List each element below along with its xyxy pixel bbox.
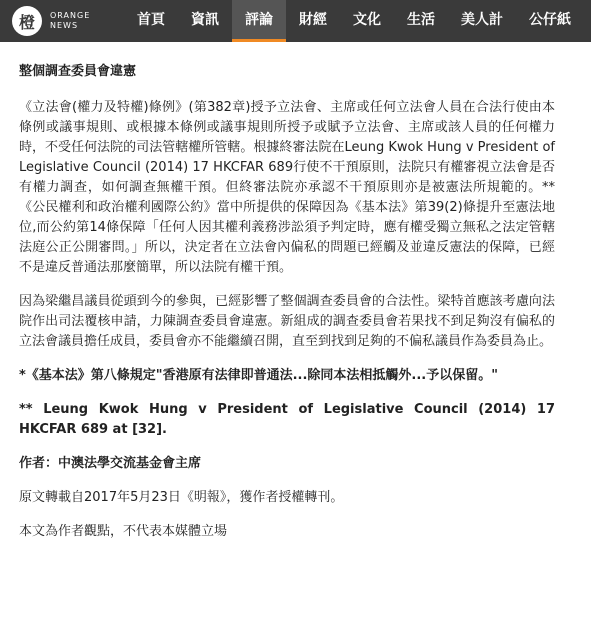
nav-item-finance[interactable]: 財經 [299,12,327,28]
logo-line-1: ORANGE [50,11,91,20]
nav-item-figures[interactable]: 公仔紙 [529,12,571,28]
top-navigation-bar [0,0,591,42]
article-paragraph-1: 《立法會(權力及特權)條例》(第382章)授予立法會、主席或任何立法會人員在合法行使由本條例或議事規則、或根據本條例或議事規則所授予或賦予立法會、主席或該人員的任何權力時，不受任何法院的司法管轄權所管轄。根據終審法院在Leung Kwok Hung v President of Legislative Council (2014) 17 HKCFAR 689行使不干預原則，法院只有權審視立法會是否有權力調查，如何調查無權干預。但終審法院亦承認不干預原則亦是被憲法所規範的。** 《公民權利和政治權利國際公約》當中所提供的保障因為《基本法》第39(2)條提升至憲法地位,而公約第14條保障「任何人因其權利義務涉訟須予判定時，應有權受獨立無私之法定管轄法庭公正公開審問。」所以，決定者在立法會內偏私的問題已經觸及並違反憲法的保障，已經不是違反普通法那麼簡單，所以法院有權干預。 [19,100,555,275]
article-paragraph-2: 因為梁繼昌議員從頭到今的參與，已經影響了整個調查委員會的合法性。梁特首應該考慮向法院作出司法覆核申請，力陳調查委員會違憲。新組成的調查委員會若果找不到足夠沒有偏私的立法會議員擔任成員，委員會亦不能繼續召開，直至到找到足夠的不偏私議員作為委員為止。 [19,294,555,349]
nav-item-home[interactable]: 首頁 [137,12,165,28]
disclaimer-line: 本文為作者觀點，不代表本媒體立場 [19,524,228,539]
logo-wordmark [50,11,90,31]
nav-item-news[interactable]: 資訊 [191,12,219,28]
nav-item-commentary[interactable]: 評論 [232,0,286,42]
orange-logo-icon: 橙 [12,6,42,36]
author-line: 作者：中澳法學交流基金會主席 [19,456,202,471]
nav-item-culture[interactable]: 文化 [353,12,381,28]
logo-line-2: NEWS [50,21,79,30]
source-line: 原文轉載自2017年5月23日《明報》，獲作者授權轉刊。 [19,490,344,505]
footnote-1: *《基本法》第八條規定"香港原有法律即普通法...除同本法相抵觸外...予以保留。" [19,368,498,383]
nav-item-beauty[interactable]: 美人計 [461,12,503,28]
section-heading: 整個調查委員會違憲 [19,64,137,79]
site-logo[interactable] [12,6,124,36]
nav-item-lifestyle[interactable]: 生活 [407,12,435,28]
main-nav [124,0,584,42]
footnote-2: ** Leung Kwok Hung v President of Legislative Council (2014) 17 HKCFAR 689 at [32]. [19,402,555,437]
article-body [19,62,555,556]
